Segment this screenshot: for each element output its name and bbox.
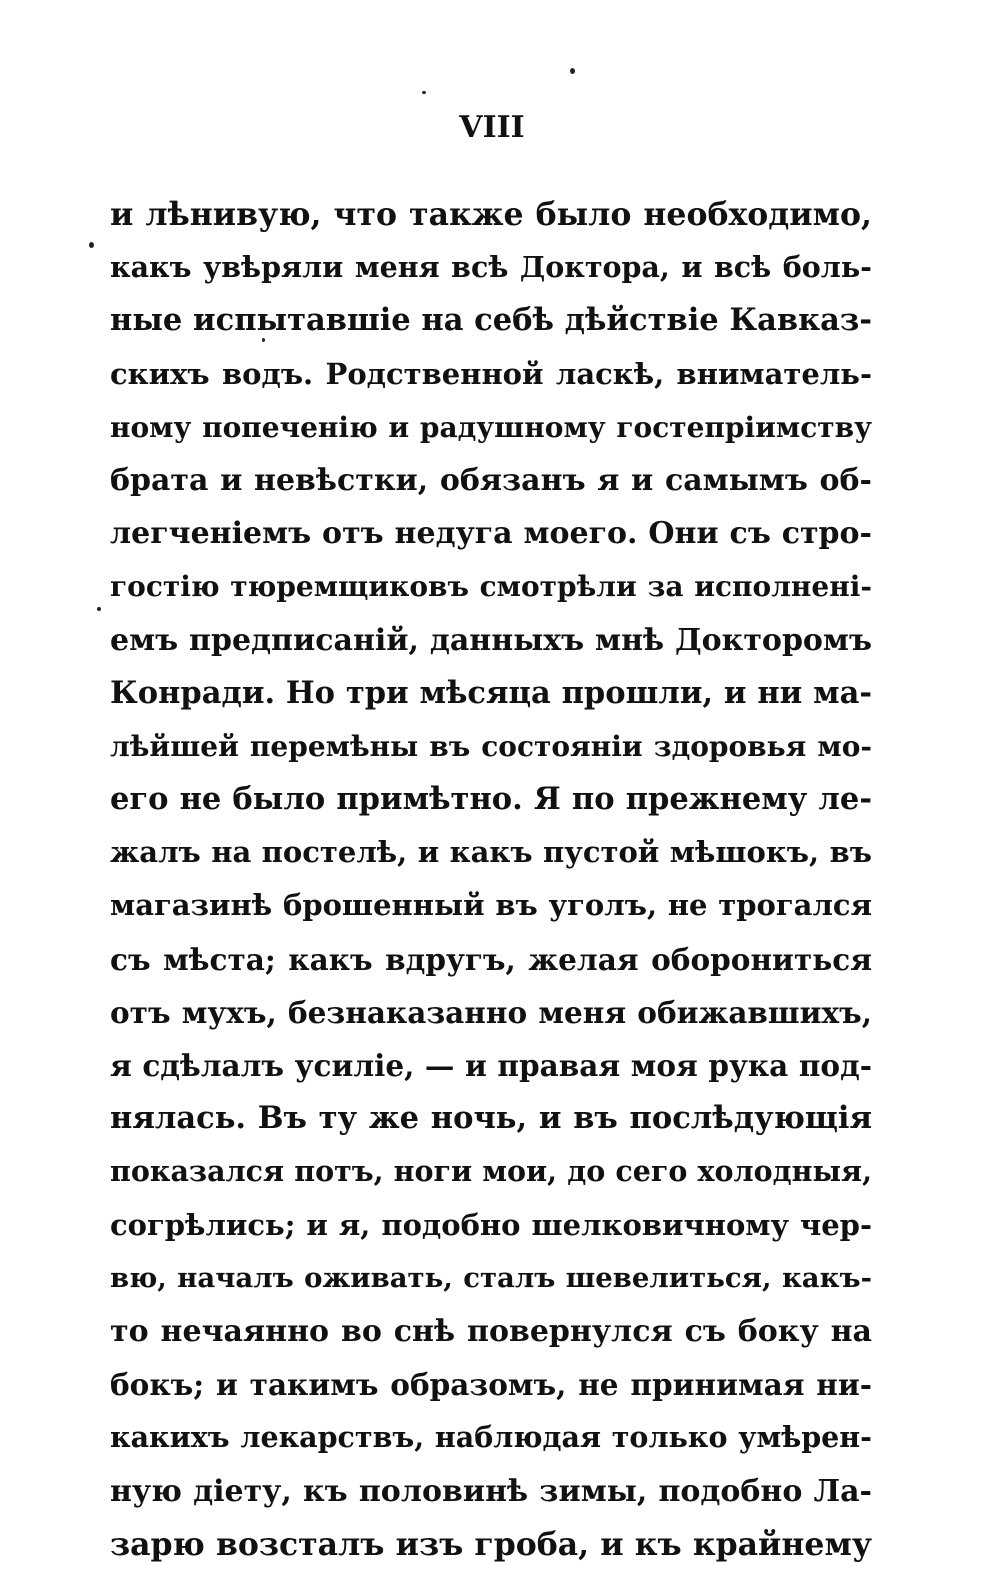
text-line: вю, началъ оживать, сталъ шевелиться, какъ- xyxy=(110,1261,872,1294)
text-line: легченіемъ отъ недуга моего. Они съ стро- xyxy=(110,516,872,552)
text-line: магазинѣ брошенный въ уголъ, не трогался xyxy=(110,888,872,923)
text-line: какихъ лекарствъ, наблюдая только умѣрен- xyxy=(110,1420,872,1455)
text-line: емъ предписаній, данныхъ мнѣ Докторомъ xyxy=(110,622,872,658)
text-line: нялась. Въ ту же ночь, и въ послѣдующія xyxy=(110,1100,872,1137)
text-line: скихъ водъ. Родственной ласкѣ, вниматель- xyxy=(110,356,872,391)
text-line: жалъ на постелѣ, и какъ пустой мѣшокъ, въ xyxy=(110,835,872,870)
text-line: показался потъ, ноги мои, до сего холодныя, xyxy=(110,1154,872,1189)
text-line: лѣйшей перемѣны въ состояніи здоровья мо- xyxy=(110,729,872,763)
print-speck xyxy=(422,91,426,94)
print-speck xyxy=(89,242,94,248)
text-line: и лѣнивую, что также было необходимо, xyxy=(110,196,872,233)
print-speck xyxy=(97,607,101,611)
text-line: брата и невѣстки, обязанъ я и самымъ об- xyxy=(110,462,872,498)
text-line: ную діету, къ половинѣ зимы, подобно Ла- xyxy=(110,1473,872,1509)
page-body-text xyxy=(110,188,872,1571)
text-line: съ мѣста; какъ вдругъ, желая оборониться xyxy=(110,941,872,977)
text-line: зарю возсталъ изъ гроба, и къ крайнему xyxy=(110,1525,872,1563)
text-line: его не было примѣтно. Я по прежнему ле- xyxy=(110,781,872,818)
text-line: бокъ; и такимъ образомъ, не принимая ни- xyxy=(110,1367,872,1403)
text-line: Конради. Но три мѣсяца прошли, и ни ма- xyxy=(110,674,872,711)
text-line: то нечаянно во снѣ повернулся съ боку на xyxy=(110,1313,872,1349)
text-line: гостію тюремщиковъ смотрѣли за исполнені- xyxy=(110,570,872,604)
page-number: VIII xyxy=(459,110,525,145)
print-speck xyxy=(570,68,575,74)
text-line: согрѣлись; и я, подобно шелковичному чер- xyxy=(110,1207,872,1242)
text-line: ные испытавшіе на себѣ дѣйствіе Кавказ- xyxy=(110,302,872,339)
text-line: ному попеченію и радушному гостепріимству xyxy=(110,410,872,444)
text-line: я сдѣлалъ усиліе, — и правая моя рука под- xyxy=(110,1048,872,1083)
text-line: отъ мухъ, безнаказанно меня обижавшихъ, xyxy=(110,994,872,1030)
text-line: какъ увѣряли меня всѣ Доктора, и всѣ боль- xyxy=(110,250,872,285)
